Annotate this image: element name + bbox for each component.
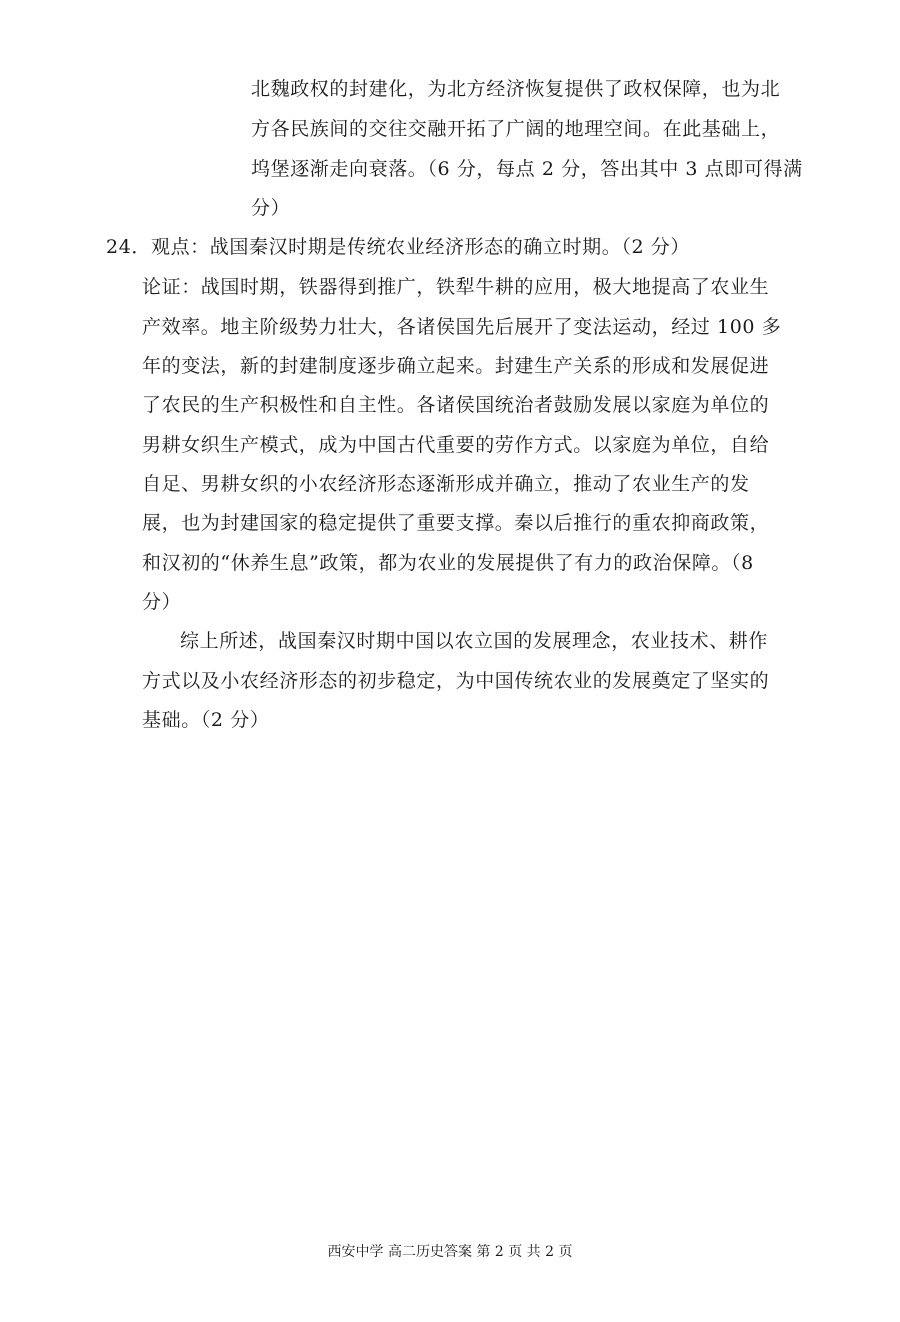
q24-argument-line-5: 男耕女织生产模式，成为中国古代重要的劳作方式。以家庭为单位，自给: [142, 434, 770, 456]
q24-argument-line-1: 论证：战国时期，铁器得到推广，铁犁牛耕的应用，极大地提高了农业生: [142, 276, 770, 298]
continuation-line-1: 北魏政权的封建化，为北方经济恢复提供了政权保障，也为北: [251, 78, 781, 100]
continuation-line-4: 分）: [251, 197, 291, 219]
continuation-line-3: 坞堡逐渐走向衰落。（6 分，每点 2 分，答出其中 3 点即可得满: [251, 158, 803, 180]
q24-argument-line-7: 展，也为封建国家的稳定提供了重要支撑。秦以后推行的重农抑商政策，: [142, 512, 770, 534]
q24-argument-line-4: 了农民的生产积极性和自主性。各诸侯国统治者鼓励发展以家庭为单位的: [142, 394, 770, 416]
q24-conclusion-line-2: 方式以及小农经济形态的初步稳定，为中国传统农业的发展奠定了坚实的: [142, 670, 770, 692]
page-footer: 西安中学 高二历史答案 第 2 页 共 2 页: [327, 1244, 573, 1260]
continuation-line-2: 方各民族间的交往交融开拓了广阔的地理空间。在此基础上，: [251, 118, 781, 140]
q24-argument-line-6: 自足、男耕女织的小农经济形态逐渐形成并确立，推动了农业生产的发: [142, 473, 750, 495]
q24-viewpoint: 24．观点：战国秦汉时期是传统农业经济形态的确立时期。（2 分）: [106, 236, 691, 258]
q24-argument-line-8: 和汉初的“休养生息”政策，都为农业的发展提供了有力的政治保障。（8: [142, 552, 754, 574]
q24-argument-line-2: 产效率。地主阶级势力壮大，各诸侯国先后展开了变法运动，经过 100 多: [142, 316, 782, 338]
q24-conclusion-line-3: 基础。（2 分）: [142, 709, 270, 731]
q24-argument-line-3: 年的变法，新的封建制度逐步确立起来。封建生产关系的形成和发展促进: [142, 355, 770, 377]
q24-argument-line-9: 分）: [142, 591, 182, 613]
q24-conclusion-line-1: 综上所述，战国秦汉时期中国以农立国的发展理念，农业技术、耕作: [180, 630, 769, 652]
